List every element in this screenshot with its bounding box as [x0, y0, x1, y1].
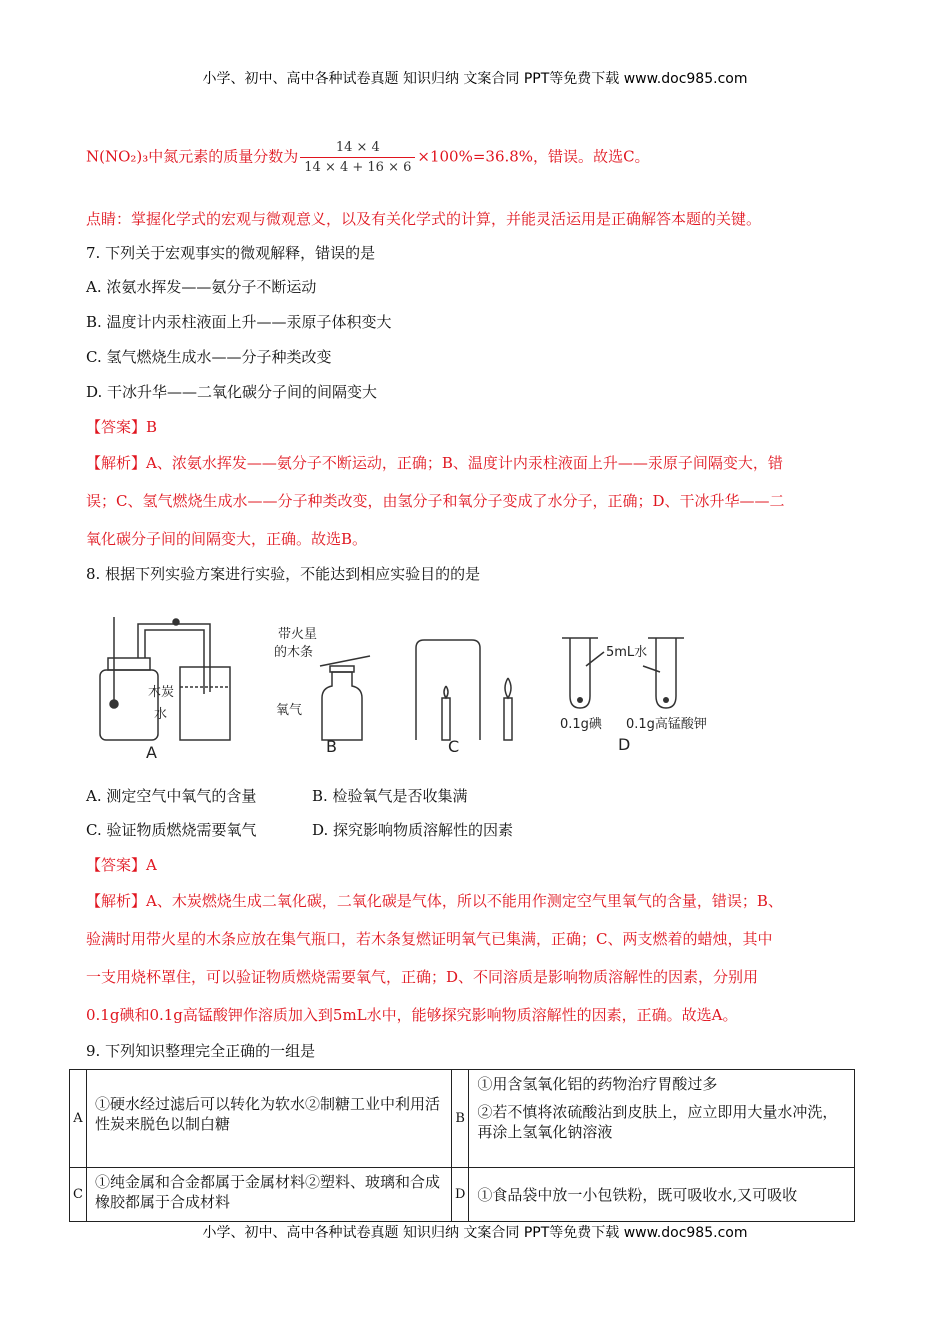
table-row: [70, 1168, 855, 1222]
q8-analysis-line-2: 验满时用带火星的木条应放在集气瓶口，若木条复燃证明氧气已集满，正确；C、两支燃着的蜡烛，其中: [86, 930, 773, 948]
q7-analysis-line-1: 【解析】A、浓氨水挥发——氨分子不断运动，正确；B、温度计内汞柱液面上升——汞原子间隔变大，错: [86, 454, 783, 472]
q8-apparatus-figure: [90, 612, 740, 762]
apparatus-b: [320, 656, 370, 740]
q7-stem: 7. 下列关于宏观事实的微观解释，错误的是: [86, 244, 376, 262]
q6-suffix: ×100%=36.8%，错误。故选C。: [417, 147, 650, 166]
q7-analysis-line-3: 氧化碳分子间的间隔变大，正确。故选B。: [86, 530, 368, 548]
cell-c: ①纯金属和合金都属于金属材料②塑料、玻璃和合成橡胶都属于合成材料: [86, 1168, 451, 1222]
label-water: 水: [154, 707, 168, 722]
q7-option-a: A. 浓氨水挥发——氨分子不断运动: [86, 278, 317, 296]
q6-denominator: 14 × 4 + 16 × 6: [304, 160, 412, 175]
q7-option-b: B. 温度计内汞柱液面上升——汞原子体积变大: [86, 313, 392, 331]
label-kmno4: 0.1g高锰酸钾: [626, 717, 707, 732]
label-5ml-water: 5mL水: [606, 645, 648, 660]
row-label-d: D: [451, 1168, 468, 1222]
label-charcoal: 木炭: [148, 685, 175, 700]
row-label-c: C: [70, 1168, 87, 1222]
apparatus-c: [416, 640, 512, 740]
q8-answer: 【答案】A: [86, 856, 157, 874]
q8-analysis-line-1: 【解析】A、木炭燃烧生成二氧化碳，二氧化碳是气体，所以不能用作测定空气里氧气的含量，错误；B、: [86, 892, 783, 910]
panel-letter-c: C: [448, 737, 460, 756]
cell-a: ①硬水经过滤后可以转化为软水②制糖工业中利用活性炭来脱色以制白糖: [86, 1070, 451, 1168]
cell-d: ①食品袋中放一小包铁粉，既可吸收水,又可吸收: [469, 1168, 855, 1222]
row-label-a: A: [70, 1070, 87, 1168]
q9-knowledge-table: [69, 1069, 855, 1222]
label-glowing-1: 带火星: [278, 627, 318, 642]
label-iodine: 0.1g碘: [560, 717, 602, 732]
panel-letter-b: B: [326, 737, 337, 756]
q8-analysis-line-3: 一支用烧杯罩住，可以验证物质燃烧需要氧气，正确；D、不同溶质是影响物质溶解性的因素，分别用: [86, 968, 759, 986]
q8-analysis-line-4: 0.1g碘和0.1g高锰酸钾作溶质加入到5mL水中，能够探究影响物质溶解性的因素，正确。故选A。: [86, 1006, 738, 1024]
q6-fraction: [300, 140, 415, 175]
panel-letter-a: A: [146, 743, 157, 762]
q6-formula-line: [86, 140, 650, 175]
q8-option-b: B. 检验氧气是否收集满: [312, 787, 468, 805]
q7-option-d: D. 干冰升华——二氧化碳分子间的间隔变大: [86, 383, 378, 401]
cell-b-item-1: ①用含氢氧化铝的药物治疗胃酸过多: [477, 1075, 718, 1093]
panel-letter-d: D: [618, 735, 631, 754]
q6-prefix: N(NO₂)₃中氮元素的质量分数为: [86, 147, 299, 166]
page-header: 小学、初中、高中各种试卷真题 知识归纳 文案合同 PPT等免费下载 www.doc985.com: [202, 71, 748, 87]
table-row: [70, 1070, 855, 1168]
row-label-b: B: [451, 1070, 468, 1168]
q7-answer: 【答案】B: [86, 418, 158, 436]
label-oxygen: 氧气: [276, 703, 303, 718]
q9-stem: 9. 下列知识整理完全正确的一组是: [86, 1042, 316, 1060]
q6-tip: 点睛：掌握化学式的宏观与微观意义，以及有关化学式的计算，并能灵活运用是正确解答本题的关键。: [86, 210, 762, 228]
q6-numerator: 14 × 4: [300, 140, 415, 158]
cell-b: [469, 1070, 855, 1168]
label-glowing-2: 的木条: [274, 645, 314, 660]
page-footer: 小学、初中、高中各种试卷真题 知识归纳 文案合同 PPT等免费下载 www.doc985.com: [202, 1225, 748, 1241]
q8-option-a: A. 测定空气中氧气的含量: [86, 787, 257, 805]
q7-option-c: C. 氢气燃烧生成水——分子种类改变: [86, 348, 332, 366]
cell-b-item-2: ②若不慎将浓硫酸沾到皮肤上，应立即用大量水冲洗，再涂上氢氧化钠溶液: [477, 1103, 838, 1141]
q7-analysis-line-2: 误；C、氢气燃烧生成水——分子种类改变，由氢分子和氧分子变成了水分子，正确；D、干冰升华——二: [86, 492, 785, 510]
q8-stem: 8. 根据下列实验方案进行实验，不能达到相应实验目的的是: [86, 565, 481, 583]
q8-option-d: D. 探究影响物质溶解性的因素: [312, 821, 514, 839]
q8-option-c: C. 验证物质燃烧需要氧气: [86, 821, 257, 839]
